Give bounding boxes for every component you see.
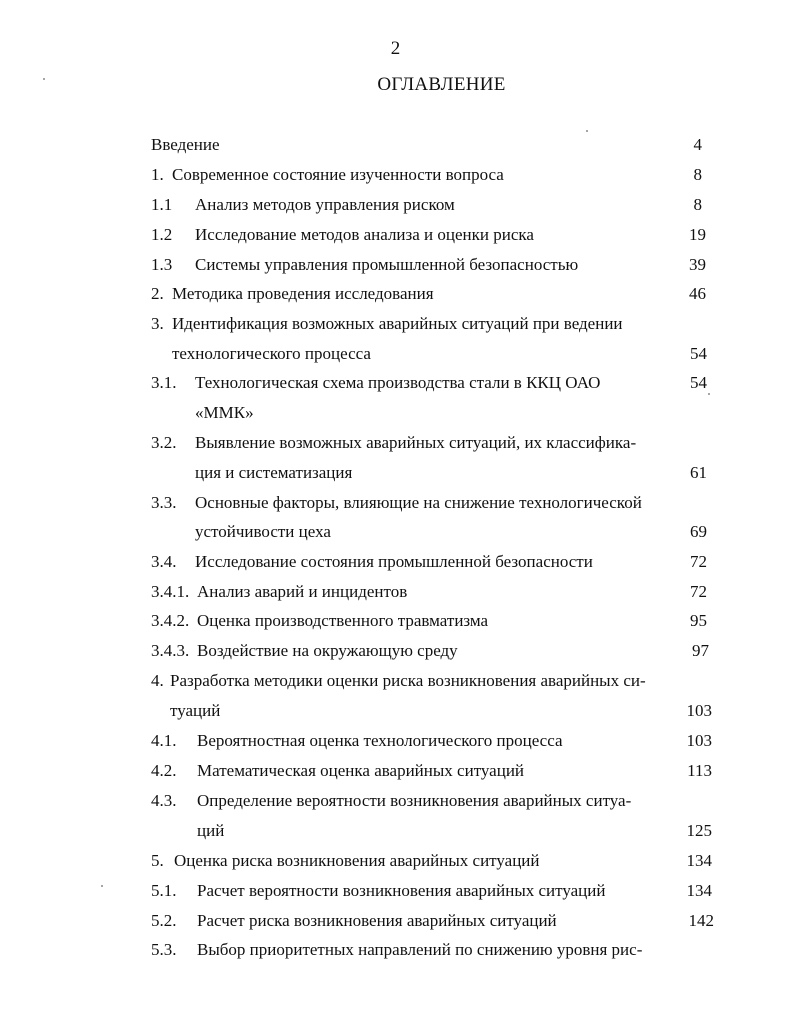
toc-entry bbox=[0, 671, 791, 701]
toc-entry bbox=[0, 582, 791, 612]
toc-entry-number: 3. bbox=[151, 314, 164, 333]
toc-entry bbox=[0, 522, 791, 552]
toc-entry-number: 5. bbox=[151, 851, 164, 870]
toc-entry-number: 3.4. bbox=[151, 552, 177, 571]
scan-speck bbox=[43, 78, 45, 80]
toc-entry-number: 5.2. bbox=[151, 911, 177, 930]
toc-entry bbox=[0, 255, 791, 285]
toc-entry-number: 3.4.3. bbox=[151, 641, 190, 660]
toc-entry-page: 69 bbox=[690, 522, 707, 541]
toc-entry-title: Основные факторы, влияющие на снижение технологической bbox=[195, 493, 642, 512]
toc-entry-number: 1.2 bbox=[151, 225, 173, 244]
toc-entry-page: 72 bbox=[690, 552, 707, 571]
toc-entry-page: 95 bbox=[690, 611, 707, 630]
toc-entry-page: 4 bbox=[693, 135, 702, 154]
toc-entry-number: 2. bbox=[151, 284, 164, 303]
toc-entry bbox=[0, 821, 791, 851]
toc-entry-number: 5.1. bbox=[151, 881, 177, 900]
toc-entry bbox=[0, 403, 791, 433]
toc-entry-number: 3.4.2. bbox=[151, 611, 190, 630]
toc-entry-title: Исследование методов анализа и оценки риска bbox=[195, 225, 534, 244]
toc-entry bbox=[0, 701, 791, 731]
toc-entry-page: 61 bbox=[690, 463, 707, 482]
toc-entry-page: 54 bbox=[690, 344, 707, 363]
toc-entry bbox=[0, 314, 791, 344]
page-number: 2 bbox=[390, 38, 401, 59]
toc-entry-title: Выбор приоритетных направлений по снижению уровня рис- bbox=[197, 940, 643, 959]
toc-entry-title: Введение bbox=[151, 135, 220, 154]
toc-entry-title: ция и систематизация bbox=[195, 463, 353, 482]
toc-entry-title: ций bbox=[197, 821, 225, 840]
toc-entry-number: 1.1 bbox=[151, 195, 173, 214]
toc-entry-number: 3.2. bbox=[151, 433, 177, 452]
toc-entry-title: Методика проведения исследования bbox=[172, 284, 434, 303]
toc-title: ОГЛАВЛЕНИЕ bbox=[377, 74, 506, 95]
toc-entry-title: Выявление возможных аварийных ситуаций, их классифика- bbox=[195, 433, 637, 452]
toc-entry bbox=[0, 373, 791, 403]
toc-entry-page: 8 bbox=[693, 165, 702, 184]
toc-entry-page: 46 bbox=[689, 284, 706, 303]
toc-entry-page: 113 bbox=[687, 761, 712, 780]
toc-entry-number: 4. bbox=[151, 671, 164, 690]
toc-entry-title: Системы управления промышленной безопасностью bbox=[195, 255, 579, 274]
toc-entry bbox=[0, 344, 791, 374]
toc-entry-number: 3.3. bbox=[151, 493, 177, 512]
toc-entry bbox=[0, 791, 791, 821]
toc-entry-page: 54 bbox=[690, 373, 707, 392]
scan-speck bbox=[101, 885, 103, 887]
toc-entry bbox=[0, 165, 791, 195]
toc-entry bbox=[0, 225, 791, 255]
toc-entry-title: Анализ методов управления риском bbox=[195, 195, 455, 214]
scan-speck bbox=[586, 130, 588, 132]
toc-entry-page: 72 bbox=[690, 582, 707, 601]
toc-entry-title: Исследование состояния промышленной безопасности bbox=[195, 552, 593, 571]
toc-entry-title: Определение вероятности возникновения аварийных ситуа- bbox=[197, 791, 632, 810]
toc-entry bbox=[0, 940, 791, 970]
toc-entry-number: 4.2. bbox=[151, 761, 177, 780]
toc-entry-title: «ММК» bbox=[195, 403, 254, 422]
toc-entry-title: технологического процесса bbox=[172, 344, 371, 363]
toc-entry-title: Идентификация возможных аварийных ситуаций при ведении bbox=[172, 314, 623, 333]
toc-entry-title: Вероятностная оценка технологического процесса bbox=[197, 731, 563, 750]
toc-entry-title: Математическая оценка аварийных ситуаций bbox=[197, 761, 525, 780]
toc-entry-page: 103 bbox=[686, 701, 712, 720]
toc-entry-number: 1. bbox=[151, 165, 164, 184]
toc-entry bbox=[0, 611, 791, 641]
toc-entry-title: Технологическая схема производства стали в ККЦ ОАО bbox=[195, 373, 601, 392]
toc-entry-title: устойчивости цеха bbox=[195, 522, 331, 541]
toc-entry-page: 134 bbox=[686, 851, 712, 870]
toc-entry-number: 3.4.1. bbox=[151, 582, 190, 601]
toc-entry bbox=[0, 195, 791, 225]
toc-entry bbox=[0, 761, 791, 791]
toc-entry bbox=[0, 284, 791, 314]
toc-entry bbox=[0, 881, 791, 911]
toc-entry-number: 3.1. bbox=[151, 373, 177, 392]
toc-entry-title: Расчет вероятности возникновения аварийных ситуаций bbox=[197, 881, 606, 900]
toc-entry-page: 8 bbox=[693, 195, 702, 214]
toc-entry bbox=[0, 135, 791, 165]
toc-entry-page: 134 bbox=[686, 881, 712, 900]
toc-entry-title: Оценка производственного травматизма bbox=[197, 611, 489, 630]
toc-entry-title: Воздействие на окружающую среду bbox=[197, 641, 458, 660]
toc-entry-number: 4.1. bbox=[151, 731, 177, 750]
toc-entry bbox=[0, 911, 791, 941]
toc-entry-number: 1.3 bbox=[151, 255, 173, 274]
toc-entry-page: 19 bbox=[689, 225, 706, 244]
toc-entry bbox=[0, 641, 791, 671]
toc-entry bbox=[0, 552, 791, 582]
toc-entry-title: Расчет риска возникновения аварийных ситуаций bbox=[197, 911, 557, 930]
toc-entry bbox=[0, 433, 791, 463]
toc-entry-number: 5.3. bbox=[151, 940, 177, 959]
toc-entry-title: Анализ аварий и инцидентов bbox=[197, 582, 408, 601]
toc-entry-page: 125 bbox=[686, 821, 712, 840]
toc-entry-page: 103 bbox=[686, 731, 712, 750]
toc-entry-title: Оценка риска возникновения аварийных ситуаций bbox=[174, 851, 540, 870]
toc-entry bbox=[0, 851, 791, 881]
toc-entry-title: Современное состояние изученности вопроса bbox=[172, 165, 504, 184]
toc-entry-page: 97 bbox=[692, 641, 709, 660]
toc-entry bbox=[0, 493, 791, 523]
toc-entry-page: 142 bbox=[688, 911, 714, 930]
toc-entry-title: туаций bbox=[170, 701, 221, 720]
toc-entry bbox=[0, 463, 791, 493]
toc-entry bbox=[0, 731, 791, 761]
scan-speck bbox=[708, 393, 710, 395]
toc-entry-number: 4.3. bbox=[151, 791, 177, 810]
toc-entry-page: 39 bbox=[689, 255, 706, 274]
toc-entry-title: Разработка методики оценки риска возникновения аварийных си- bbox=[170, 671, 646, 690]
